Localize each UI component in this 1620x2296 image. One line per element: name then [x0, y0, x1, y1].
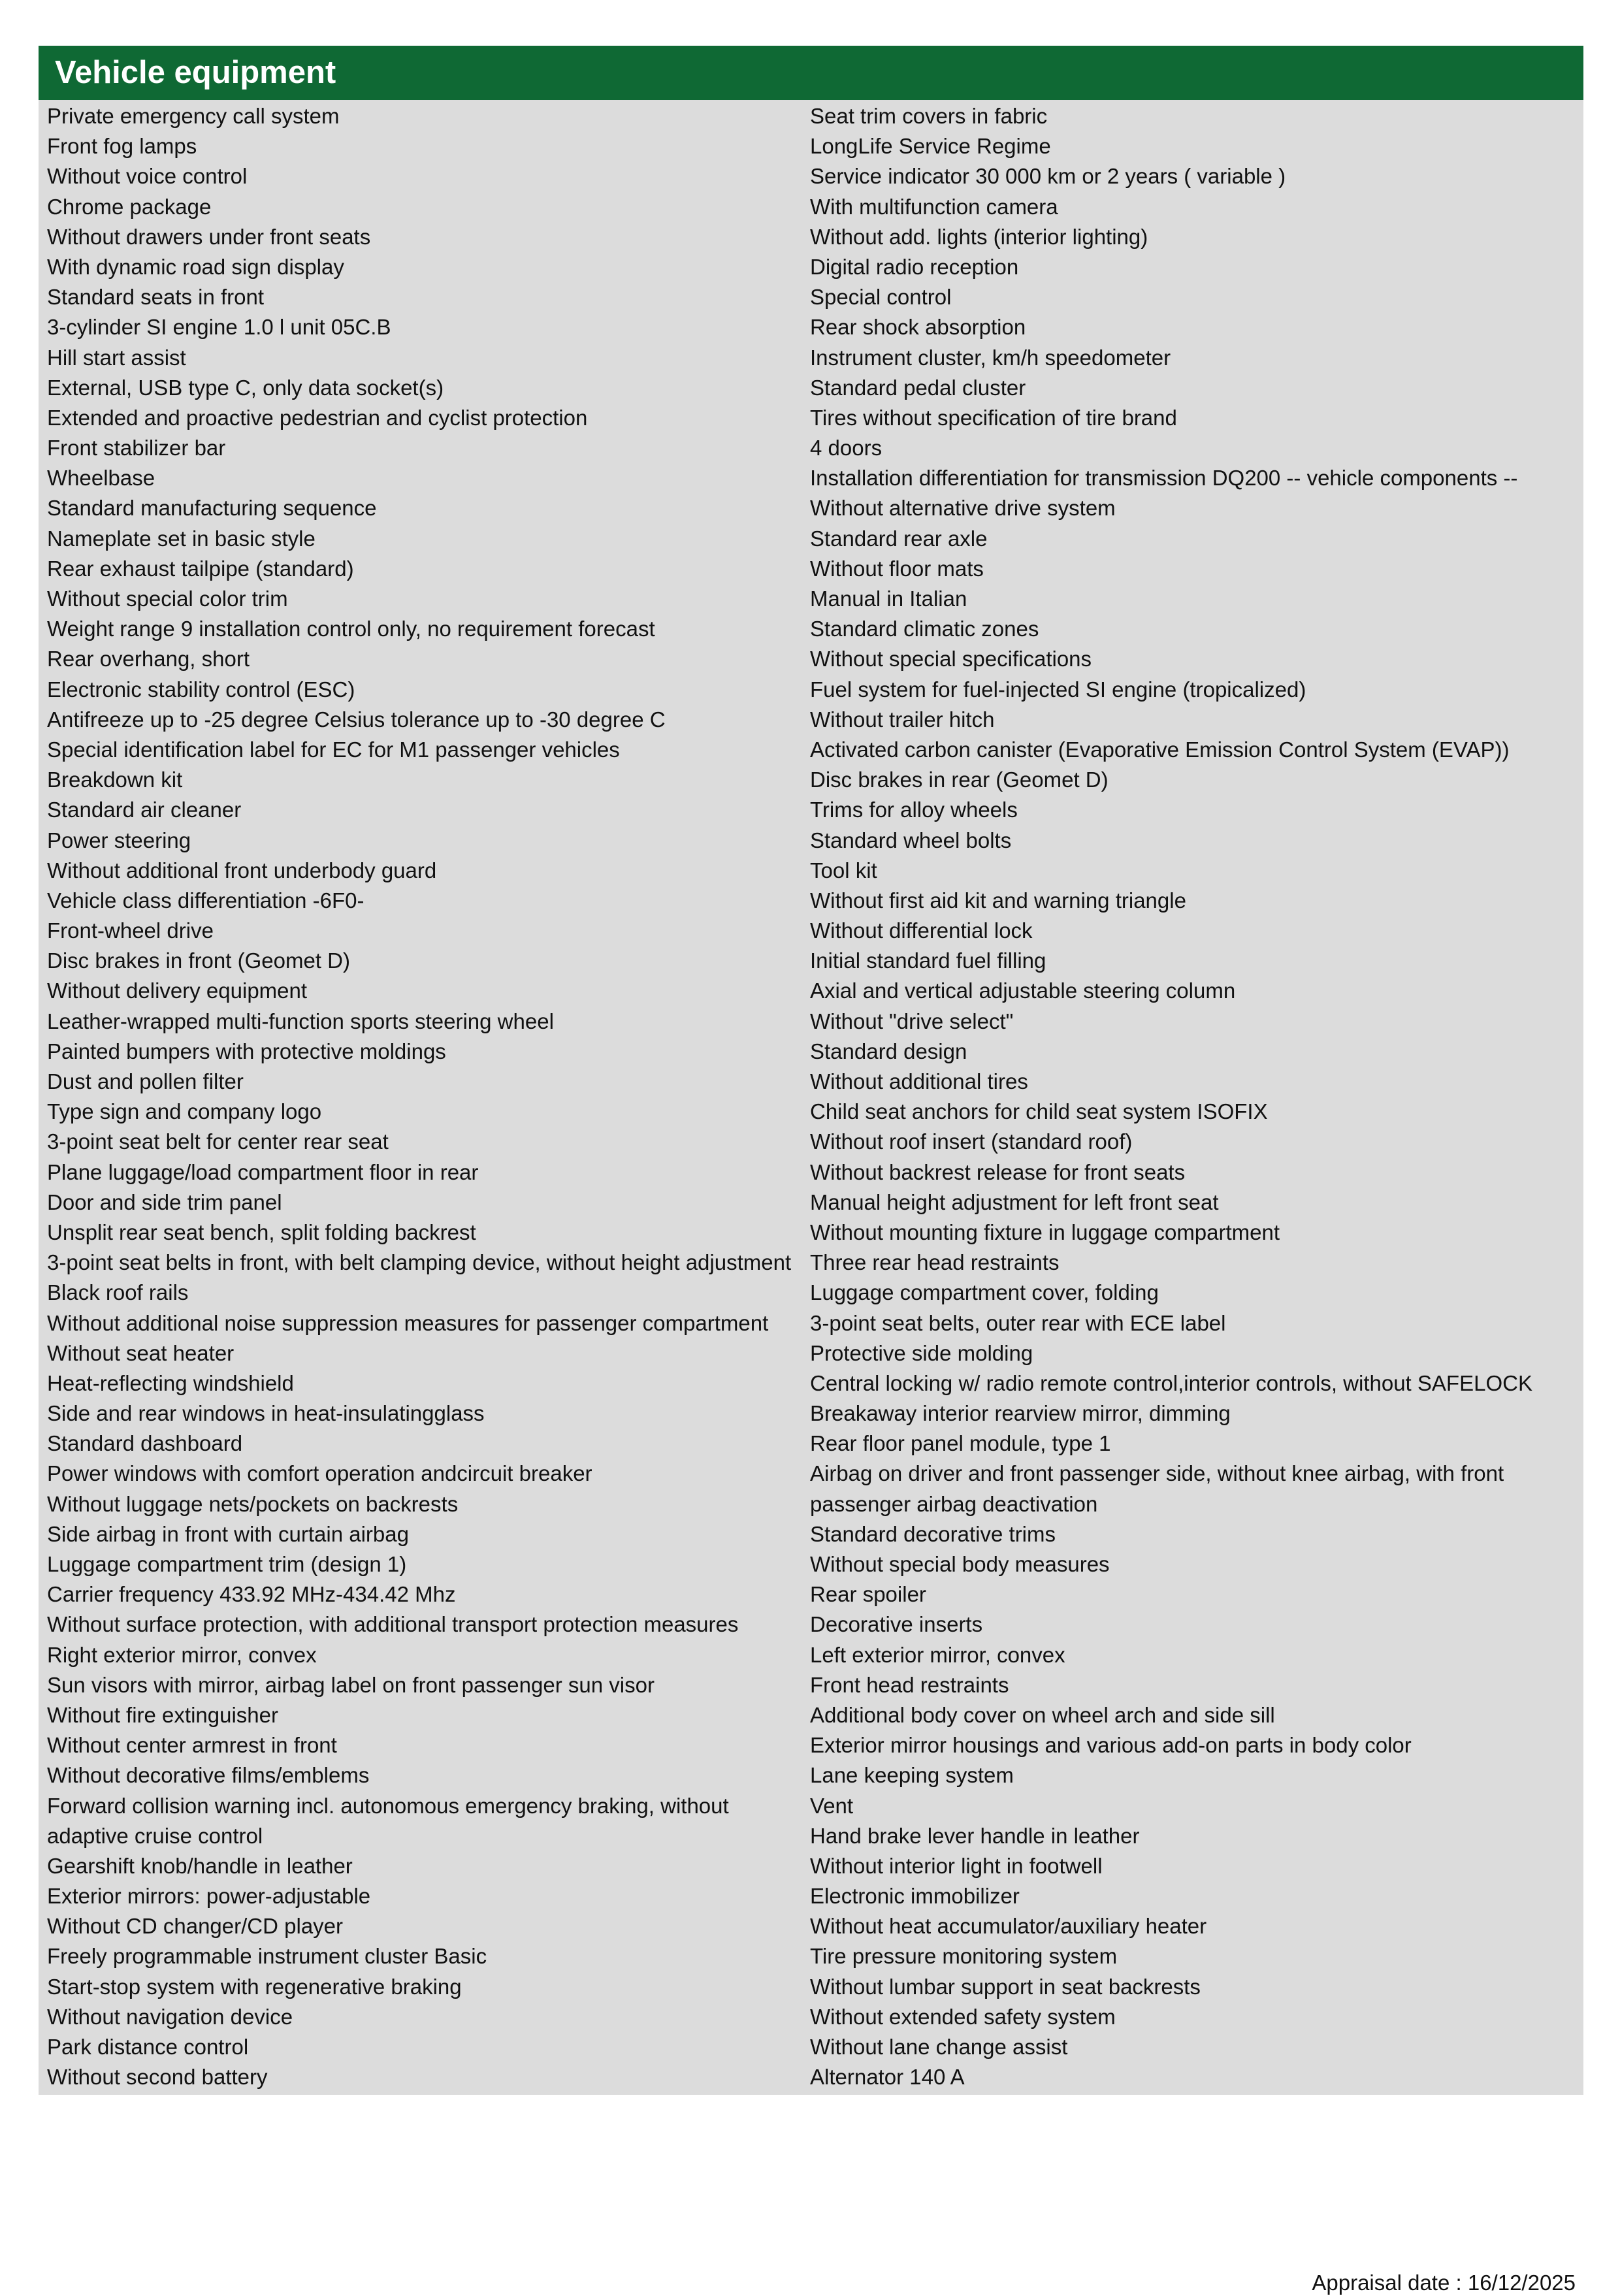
equipment-item: Luggage compartment cover, folding: [810, 1280, 1159, 1305]
equipment-item: Lane keeping system: [810, 1763, 1014, 1788]
equipment-item: Luggage compartment trim (design 1): [47, 1552, 407, 1576]
equipment-item: Plane luggage/load compartment floor in rear: [47, 1159, 479, 1184]
equipment-item: Dust and pollen filter: [47, 1069, 244, 1093]
appraisal-date: Appraisal date : 16/12/2025: [1312, 2271, 1576, 2295]
equipment-item: 3-cylinder SI engine 1.0 l unit 05C.B: [47, 315, 391, 340]
equipment-item: Chrome package: [47, 194, 212, 219]
equipment-column-right: [810, 101, 1583, 2092]
equipment-item: Leather-wrapped multi-function sports steering wheel: [47, 1009, 554, 1033]
equipment-item: Without roof insert (standard roof): [810, 1129, 1133, 1154]
equipment-item: With dynamic road sign display: [47, 254, 344, 279]
equipment-item: Standard wheel bolts: [810, 828, 1012, 852]
equipment-item: Standard rear axle: [810, 526, 988, 551]
equipment-item: Special control: [810, 285, 952, 310]
equipment-item: Front head restraints: [810, 1672, 1009, 1697]
equipment-item: Side and rear windows in heat-insulatingglass: [47, 1401, 485, 1426]
equipment-item: Without special color trim: [47, 587, 288, 611]
equipment-item: Tires without specification of tire brand: [810, 405, 1177, 430]
equipment-item: Digital radio reception: [810, 254, 1019, 279]
section-title: Vehicle equipment: [39, 46, 1583, 100]
equipment-item: Standard manufacturing sequence: [47, 496, 377, 521]
equipment-item: Black roof rails: [47, 1280, 189, 1305]
equipment-item: Private emergency call system: [47, 104, 340, 128]
equipment-column-left: [39, 101, 810, 2092]
equipment-item: Sun visors with mirror, airbag label on front passenger sun visor: [47, 1672, 655, 1697]
equipment-item: Installation differentiation for transmission DQ200 -- vehicle components --: [810, 466, 1518, 491]
equipment-item: Without center armrest in front: [47, 1733, 337, 1758]
equipment-item: 3-point seat belt for center rear seat: [47, 1129, 389, 1154]
equipment-item: Nameplate set in basic style: [47, 526, 316, 551]
equipment-item: Electronic immobilizer: [810, 1884, 1020, 1909]
equipment-item: Without CD changer/CD player: [47, 1914, 344, 1939]
equipment-item: Without seat heater: [47, 1340, 235, 1365]
equipment-item: LongLife Service Regime: [810, 134, 1051, 159]
equipment-item: Without decorative films/emblems: [47, 1763, 370, 1788]
equipment-item: Without extended safety system: [810, 2004, 1116, 2029]
equipment-item: Protective side molding: [810, 1340, 1033, 1365]
equipment-item: Front fog lamps: [47, 134, 197, 159]
equipment-item: Hill start assist: [47, 345, 186, 370]
equipment-item: Standard pedal cluster: [810, 375, 1026, 400]
equipment-item: adaptive cruise control: [47, 1823, 263, 1848]
equipment-item: Three rear head restraints: [810, 1250, 1060, 1275]
equipment-item: Without delivery equipment: [47, 978, 308, 1003]
equipment-item: Manual height adjustment for left front seat: [810, 1189, 1219, 1214]
equipment-item: Front-wheel drive: [47, 918, 214, 943]
equipment-item: Without mounting fixture in luggage compartment: [810, 1220, 1280, 1244]
equipment-item: Door and side trim panel: [47, 1189, 282, 1214]
equipment-item: Carrier frequency 433.92 MHz-434.42 Mhz: [47, 1582, 456, 1607]
equipment-item: Instrument cluster, km/h speedometer: [810, 345, 1171, 370]
equipment-item: Without voice control: [47, 164, 248, 189]
equipment-item: 4 doors: [810, 436, 883, 461]
equipment-item: Rear overhang, short: [47, 647, 250, 671]
equipment-item: Disc brakes in rear (Geomet D): [810, 768, 1109, 792]
equipment-item: Unsplit rear seat bench, split folding backrest: [47, 1220, 476, 1244]
equipment-item: Breakdown kit: [47, 768, 183, 792]
equipment-item: Power windows with comfort operation andcircuit breaker: [47, 1461, 592, 1486]
equipment-item: Without additional tires: [810, 1069, 1028, 1093]
equipment-item: Manual in Italian: [810, 587, 967, 611]
equipment-item: Standard seats in front: [47, 285, 265, 310]
equipment-item: passenger airbag deactivation: [810, 1491, 1098, 1516]
equipment-item: Hand brake lever handle in leather: [810, 1823, 1140, 1848]
equipment-item: Axial and vertical adjustable steering column: [810, 978, 1236, 1003]
equipment-item: Without additional noise suppression measures for passenger compartment: [47, 1310, 769, 1335]
equipment-item: 3-point seat belts in front, with belt clamping device, without height adjustment: [47, 1250, 792, 1275]
equipment-item: Gearshift knob/handle in leather: [47, 1853, 353, 1878]
equipment-item: External, USB type C, only data socket(s): [47, 375, 444, 400]
equipment-item: Fuel system for fuel-injected SI engine (tropicalized): [810, 677, 1306, 702]
equipment-item: Without additional front underbody guard: [47, 858, 437, 882]
equipment-item: Heat-reflecting windshield: [47, 1370, 294, 1395]
equipment-item: Additional body cover on wheel arch and side sill: [810, 1702, 1275, 1727]
equipment-item: Breakaway interior rearview mirror, dimming: [810, 1401, 1231, 1426]
equipment-item: Forward collision warning incl. autonomous emergency braking, without: [47, 1793, 729, 1818]
equipment-item: Tire pressure monitoring system: [810, 1944, 1118, 1969]
equipment-item: Without special body measures: [810, 1552, 1110, 1576]
equipment-item: Without lumbar support in seat backrests: [810, 1974, 1201, 1999]
equipment-item: Exterior mirrors: power-adjustable: [47, 1884, 371, 1909]
equipment-item: Without trailer hitch: [810, 707, 995, 732]
equipment-item: Child seat anchors for child seat system ISOFIX: [810, 1099, 1268, 1124]
equipment-item: Service indicator 30 000 km or 2 years ( variable ): [810, 164, 1286, 189]
equipment-item: Antifreeze up to -25 degree Celsius tolerance up to -30 degree C: [47, 707, 666, 732]
equipment-item: Wheelbase: [47, 466, 155, 491]
equipment-item: Disc brakes in front (Geomet D): [47, 948, 350, 973]
equipment-item: Left exterior mirror, convex: [810, 1642, 1065, 1667]
equipment-item: Without differential lock: [810, 918, 1033, 943]
equipment-item: Electronic stability control (ESC): [47, 677, 355, 702]
equipment-item: Extended and proactive pedestrian and cyclist protection: [47, 405, 588, 430]
equipment-item: Painted bumpers with protective moldings: [47, 1039, 446, 1063]
equipment-item: Without fire extinguisher: [47, 1702, 278, 1727]
equipment-item: Standard climatic zones: [810, 617, 1039, 641]
equipment-item: Standard design: [810, 1039, 967, 1063]
equipment-item: Front stabilizer bar: [47, 436, 226, 461]
equipment-item: Without backrest release for front seats: [810, 1159, 1186, 1184]
equipment-item: Without special specifications: [810, 647, 1092, 671]
equipment-item: With multifunction camera: [810, 194, 1058, 219]
equipment-item: Without interior light in footwell: [810, 1853, 1103, 1878]
equipment-item: Alternator 140 A: [810, 2065, 965, 2090]
equipment-item: Freely programmable instrument cluster Basic: [47, 1944, 487, 1969]
equipment-item: Weight range 9 installation control only, no requirement forecast: [47, 617, 655, 641]
equipment-item: Special identification label for EC for M1 passenger vehicles: [47, 737, 620, 762]
equipment-item: Right exterior mirror, convex: [47, 1642, 317, 1667]
equipment-item: Standard decorative trims: [810, 1521, 1056, 1546]
equipment-item: Rear shock absorption: [810, 315, 1026, 340]
equipment-item: Without navigation device: [47, 2004, 293, 2029]
equipment-item: Without add. lights (interior lighting): [810, 224, 1148, 249]
equipment-item: Vent: [810, 1793, 854, 1818]
equipment-item: Without floor mats: [810, 556, 984, 581]
equipment-item: Without first aid kit and warning triangle: [810, 888, 1186, 913]
equipment-item: Without heat accumulator/auxiliary heater: [810, 1914, 1207, 1939]
equipment-item: Rear floor panel module, type 1: [810, 1431, 1111, 1456]
equipment-item: Without luggage nets/pockets on backrests: [47, 1491, 459, 1516]
equipment-item: Decorative inserts: [810, 1612, 983, 1637]
equipment-item: 3-point seat belts, outer rear with ECE label: [810, 1310, 1226, 1335]
equipment-item: Trims for alloy wheels: [810, 798, 1018, 822]
equipment-item: Standard dashboard: [47, 1431, 243, 1456]
equipment-item: Type sign and company logo: [47, 1099, 322, 1124]
equipment-item: Start-stop system with regenerative braking: [47, 1974, 462, 1999]
equipment-item: Airbag on driver and front passenger side, without knee airbag, with front: [810, 1461, 1504, 1486]
equipment-item: Without lane change assist: [810, 2035, 1068, 2059]
equipment-item: Rear exhaust tailpipe (standard): [47, 556, 354, 581]
equipment-item: Without alternative drive system: [810, 496, 1116, 521]
equipment-item: Without "drive select": [810, 1009, 1014, 1033]
equipment-table: [39, 46, 1583, 2095]
equipment-item: Exterior mirror housings and various add-on parts in body color: [810, 1733, 1412, 1758]
equipment-item: Park distance control: [47, 2035, 249, 2059]
equipment-item: Without surface protection, with additional transport protection measures: [47, 1612, 739, 1637]
equipment-columns: [39, 100, 1583, 2095]
equipment-item: Vehicle class differentiation -6F0-: [47, 888, 364, 913]
equipment-item: Seat trim covers in fabric: [810, 104, 1048, 128]
equipment-item: Rear spoiler: [810, 1582, 926, 1607]
equipment-item: Power steering: [47, 828, 191, 852]
equipment-item: Activated carbon canister (Evaporative Emission Control System (EVAP)): [810, 737, 1510, 762]
equipment-item: Without second battery: [47, 2065, 268, 2090]
equipment-item: Standard air cleaner: [47, 798, 242, 822]
equipment-item: Without drawers under front seats: [47, 224, 371, 249]
equipment-item: Side airbag in front with curtain airbag: [47, 1521, 409, 1546]
equipment-item: Initial standard fuel filling: [810, 948, 1046, 973]
equipment-item: Tool kit: [810, 858, 877, 882]
equipment-item: Central locking w/ radio remote control,interior controls, without SAFELOCK: [810, 1370, 1532, 1395]
